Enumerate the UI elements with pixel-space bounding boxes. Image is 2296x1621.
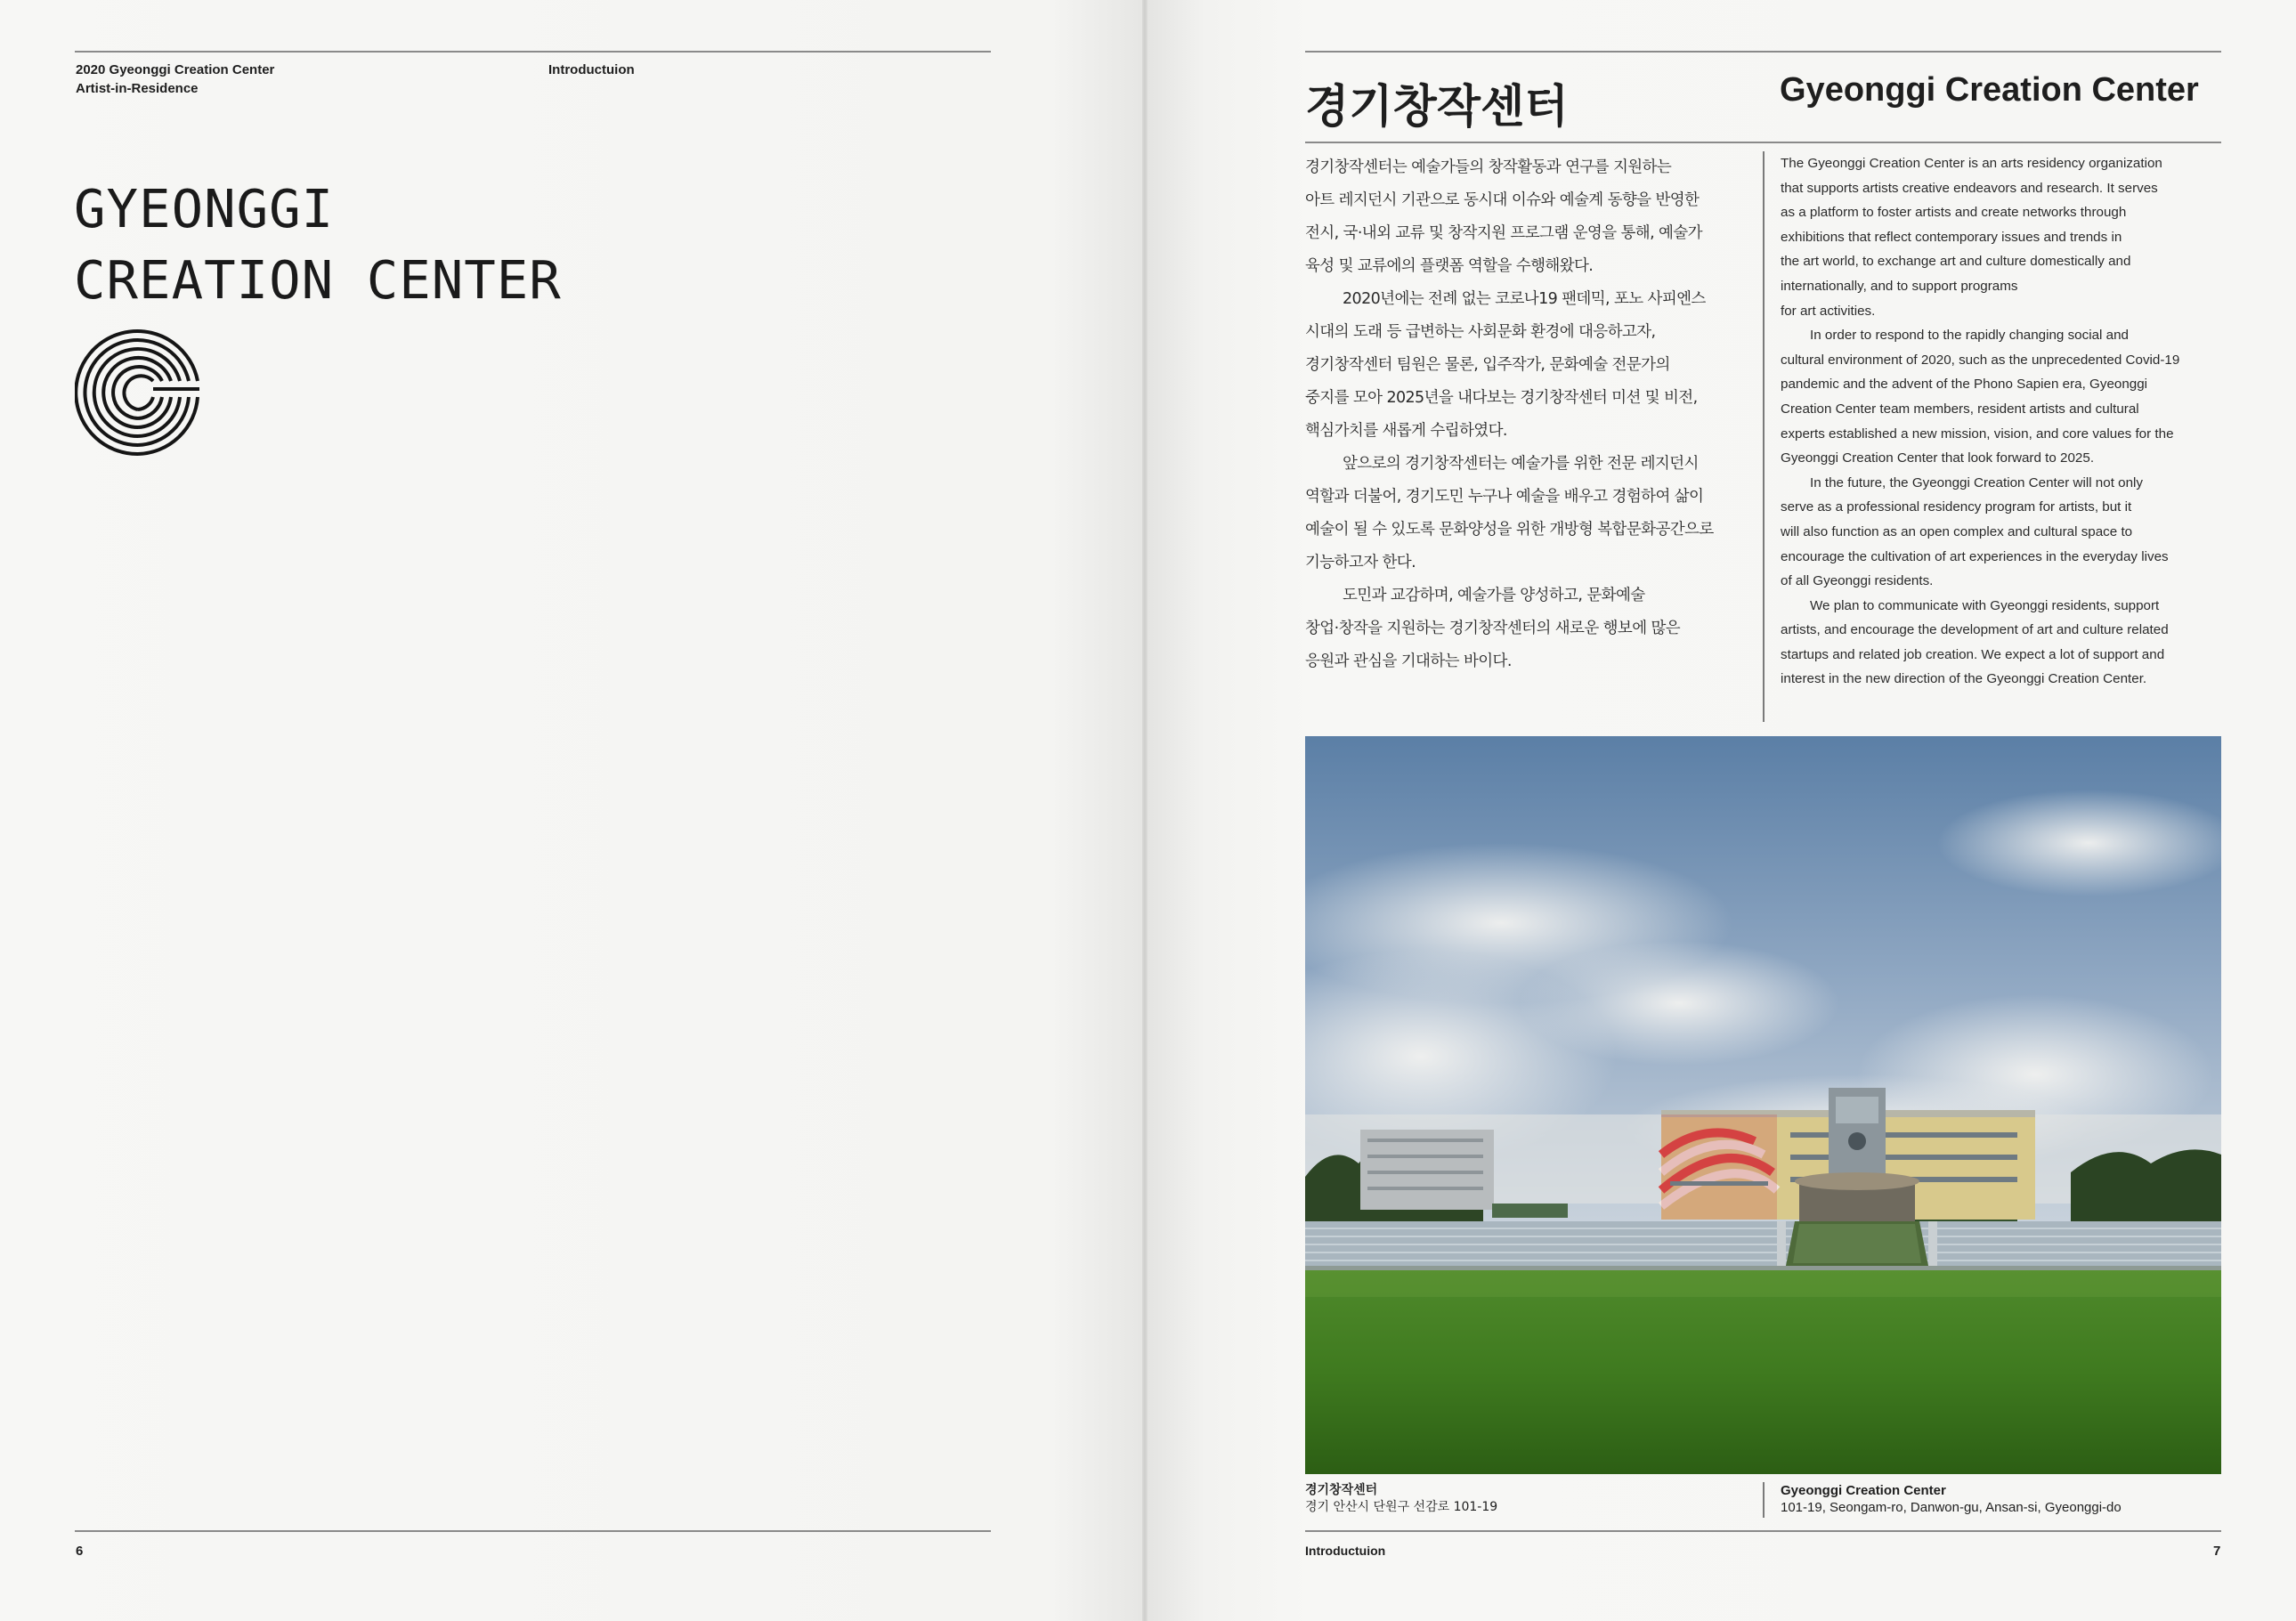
english-paragraph	[1781, 323, 2226, 471]
caption-address: 101-19, Seongam-ro, Danwon-gu, Ansan-si, Gyeonggi-do	[1781, 1500, 2122, 1515]
top-rule	[1305, 51, 2221, 53]
text-line: artists, and encourage the development of art and culture related	[1781, 622, 2169, 638]
text-line: of all Gyeonggi residents.	[1781, 573, 1934, 589]
english-paragraph	[1781, 471, 2226, 594]
text-line: internationally, and to support programs	[1781, 278, 2018, 294]
header-publication-title: 2020 Gyeonggi Creation Center	[76, 62, 275, 77]
text-line: startups and related job creation. We expect a lot of support and	[1781, 646, 2165, 662]
text-line: 경기창작센터 팀원은 물론, 입주작가, 문화예술 전문가의	[1305, 356, 1670, 374]
left-page	[0, 0, 1142, 1621]
text-line: The Gyeonggi Creation Center is an arts residency organization	[1781, 156, 2162, 171]
text-line: 육성 및 교류에의 플랫폼 역할을 수행해왔다.	[1305, 257, 1594, 275]
korean-photo-caption	[1305, 1482, 1497, 1516]
text-line: encourage the cultivation of art experiences in the everyday lives	[1781, 548, 2169, 564]
page-number: 6	[76, 1544, 84, 1559]
korean-paragraph	[1305, 448, 1750, 580]
english-paragraph	[1781, 594, 2226, 692]
text-line: 앞으로의 경기창작센터는 예술가를 위한 전문 레지던시	[1343, 455, 1699, 473]
text-line: serve as a professional residency program for artists, but it	[1781, 499, 2132, 515]
text-line: 예술이 될 수 있도록 문화양성을 위한 개방형 복합문화공간으로	[1305, 521, 1714, 539]
building-photo-illustration	[1305, 736, 2221, 1474]
caption-address: 경기 안산시 단원구 선감로 101-19	[1305, 1500, 1498, 1514]
text-line: experts established a new mission, vision, and core values for the	[1781, 426, 2174, 442]
text-line: 응원과 관심을 기대하는 바이다.	[1305, 652, 1512, 670]
header-section-label: Introductuion	[548, 62, 635, 77]
english-photo-caption	[1781, 1482, 2122, 1516]
text-line: cultural environment of 2020, such as the unprecedented Covid-19	[1781, 352, 2180, 368]
title-line: CREATION CENTER	[74, 249, 562, 311]
text-line: 기능하고자 한다.	[1305, 554, 1416, 571]
text-line: 전시, 국·내외 교류 및 창작지원 프로그램 운영을 통해, 예술가	[1305, 224, 1702, 242]
text-line: Creation Center team members, resident artists and cultural	[1781, 401, 2139, 417]
caption-divider	[1763, 1482, 1765, 1518]
top-rule	[75, 51, 991, 53]
english-paragraph	[1781, 151, 2226, 323]
text-line: 2020년에는 전례 없는 코로나19 팬데믹, 포노 사피엔스	[1343, 290, 1706, 308]
text-line: 역할과 더불어, 경기도민 누구나 예술을 배우고 경험하여 삶이	[1305, 488, 1704, 506]
text-line: 창업·창작을 지원하는 경기창작센터의 새로운 행보에 많은	[1305, 620, 1681, 637]
korean-paragraph	[1305, 151, 1750, 283]
text-line: that supports artists creative endeavors and research. It serves	[1781, 180, 2158, 196]
building-photo	[1305, 736, 2221, 1474]
caption-title: Gyeonggi Creation Center	[1781, 1483, 1946, 1498]
header-publication-subtitle: Artist-in-Residence	[76, 81, 199, 96]
text-line: 핵심가치를 새롭게 수립하였다.	[1305, 422, 1507, 440]
text-line: pandemic and the advent of the Phono Sapien era, Gyeonggi	[1781, 377, 2148, 393]
page-number: 7	[2213, 1544, 2221, 1559]
text-line: 시대의 도래 등 급변하는 사회문화 환경에 대응하고자,	[1305, 323, 1656, 341]
gyeonggi-creation-center-logo-icon	[75, 324, 201, 459]
title-rule	[1305, 142, 2221, 143]
column-divider	[1763, 151, 1765, 722]
text-line: interest in the new direction of the Gyeonggi Creation Center.	[1781, 671, 2147, 687]
bottom-rule	[75, 1530, 991, 1532]
korean-body-text	[1305, 151, 1750, 678]
text-line: for art activities.	[1781, 303, 1876, 319]
text-line: Gyeonggi Creation Center that look forward to 2025.	[1781, 450, 2095, 466]
english-title: Gyeonggi Creation Center	[1780, 71, 2199, 109]
bottom-rule	[1305, 1530, 2221, 1532]
text-line: as a platform to foster artists and create networks through	[1781, 205, 2127, 221]
footer-section-label: Introductuion	[1305, 1544, 1386, 1558]
korean-paragraph	[1305, 283, 1750, 448]
title-line: GYEONGGI	[74, 178, 335, 239]
page-title	[74, 174, 562, 316]
text-line: will also function as an open complex and cultural space to	[1781, 523, 2133, 539]
caption-title: 경기창작센터	[1305, 1483, 1378, 1497]
text-line: 도민과 교감하며, 예술가를 양성하고, 문화예술	[1343, 587, 1645, 604]
text-line: 중지를 모아 2025년을 내다보는 경기창작센터 미션 및 비전,	[1305, 389, 1698, 407]
text-line: We plan to communicate with Gyeonggi residents, support	[1810, 597, 2160, 613]
english-body-text	[1781, 151, 2226, 692]
text-line: In order to respond to the rapidly changing social and	[1810, 328, 2129, 344]
text-line: 아트 레지던시 기관으로 동시대 이슈와 예술계 동향을 반영한	[1305, 191, 1700, 209]
korean-paragraph	[1305, 580, 1750, 678]
text-line: the art world, to exchange art and culture domestically and	[1781, 254, 2131, 270]
text-line: exhibitions that reflect contemporary issues and trends in	[1781, 229, 2122, 245]
korean-title: 경기창작센터	[1305, 81, 1569, 134]
text-line: 경기창작센터는 예술가들의 창작활동과 연구를 지원하는	[1305, 158, 1672, 176]
text-line: In the future, the Gyeonggi Creation Center will not only	[1810, 474, 2143, 490]
